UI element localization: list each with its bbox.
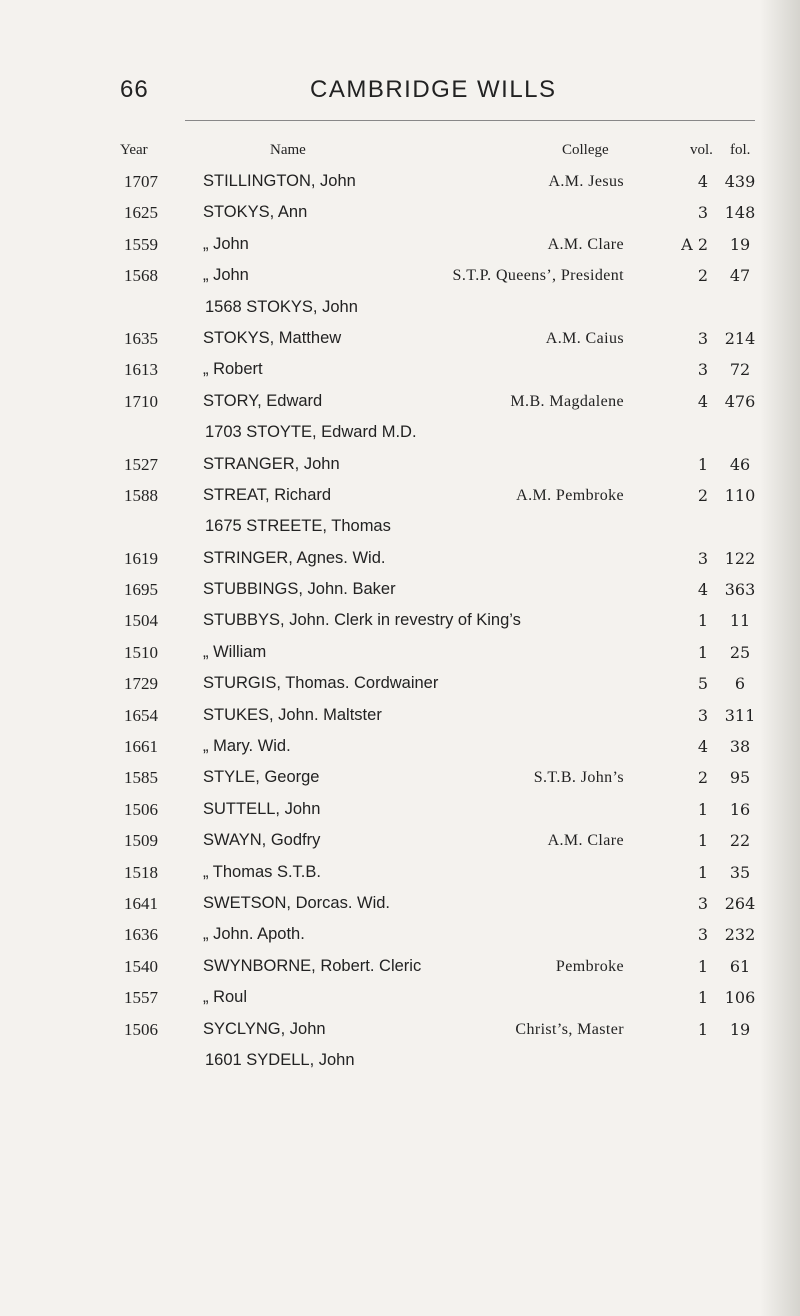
fol-cell: 35	[729, 862, 751, 882]
vol-cell: A 2	[681, 234, 708, 254]
college-cell: A.M. Clare	[547, 235, 624, 253]
name-cell: „ Mary. Wid.	[203, 737, 291, 756]
name-cell: „ John	[203, 234, 249, 253]
year-cell: 1625	[124, 203, 158, 223]
table-row	[0, 449, 800, 480]
fol-cell: 6	[734, 674, 746, 694]
name-cell: STRINGER, Agnes. Wid.	[203, 548, 386, 567]
name-cell: SUTTELL, John	[203, 799, 321, 818]
table-row	[0, 857, 800, 888]
name-cell: STUKES, John. Maltster	[203, 705, 382, 724]
name-cell: STOKYS, Matthew	[203, 328, 342, 347]
fol-cell: 148	[724, 203, 756, 223]
table-row	[0, 951, 800, 982]
cross-reference-row	[0, 292, 800, 323]
name-cell: STRANGER, John	[203, 454, 340, 473]
vol-cell: 4	[697, 737, 708, 757]
name-cell: SYCLYNG, John	[203, 1019, 326, 1038]
name-cell: SWETSON, Dorcas. Wid.	[203, 893, 391, 912]
table-row	[0, 354, 800, 385]
college-cell: A.M. Jesus	[548, 173, 624, 190]
vol-cell: 3	[697, 893, 708, 913]
name-cell: 1703 STOYTE, Edward M.D.	[205, 423, 417, 442]
year-cell: 1506	[124, 799, 158, 819]
college-cell: Christ’s, Master	[515, 1020, 624, 1038]
year-cell: 1707	[124, 172, 158, 191]
table-row	[0, 260, 800, 291]
year-cell: 1729	[124, 674, 158, 694]
vol-cell: 1	[697, 611, 708, 631]
table-row	[0, 323, 800, 354]
fol-cell: 22	[729, 831, 751, 851]
fol-cell: 46	[729, 454, 751, 474]
fol-cell: 38	[729, 737, 751, 757]
vol-cell: 1	[697, 454, 708, 474]
vol-cell: 3	[697, 925, 708, 945]
name-cell: 1568 STOKYS, John	[205, 297, 358, 316]
table-row	[0, 543, 800, 574]
name-cell: STUBBINGS, John. Baker	[203, 580, 396, 599]
vol-cell: 3	[697, 548, 708, 568]
college-cell: A.M. Pembroke	[516, 486, 624, 504]
name-cell: „ John	[203, 266, 249, 285]
name-cell: „ Robert	[203, 360, 263, 379]
fol-cell: 106	[724, 988, 756, 1008]
cross-reference-row	[0, 417, 800, 448]
college-cell: M.B. Magdalene	[510, 392, 624, 410]
name-cell: SWAYN, Godfry	[203, 831, 321, 850]
fol-cell: 72	[729, 360, 751, 380]
table-row	[0, 762, 800, 793]
vol-cell: 1	[697, 988, 708, 1008]
name-cell: STURGIS, Thomas. Cordwainer	[203, 674, 439, 693]
fol-cell: 11	[729, 611, 751, 631]
college-cell: A.M. Caius	[545, 329, 624, 347]
year-cell: 1518	[124, 862, 158, 882]
table-row	[0, 637, 800, 668]
year-cell: 1613	[124, 360, 158, 380]
header-rule	[185, 120, 755, 121]
vol-cell: 4	[697, 391, 708, 411]
vol-cell: 5	[697, 674, 708, 694]
name-cell: STYLE, George	[203, 768, 320, 787]
table-row	[0, 919, 800, 950]
name-cell: „ William	[203, 642, 267, 661]
table-row	[0, 700, 800, 731]
year-cell: 1509	[124, 831, 158, 851]
cross-reference-row	[0, 1045, 800, 1076]
fol-cell: 16	[729, 799, 751, 819]
year-cell: 1559	[124, 234, 158, 254]
fol-cell: 311	[724, 705, 756, 725]
year-cell: 1695	[124, 580, 158, 600]
fol-cell: 19	[729, 1019, 751, 1039]
name-cell: 1601 SYDELL, John	[205, 1050, 355, 1069]
year-cell: 1540	[124, 956, 158, 976]
college-cell: S.T.B. John’s	[533, 769, 624, 787]
fol-cell: 61	[729, 956, 751, 976]
table-row	[0, 197, 800, 228]
vol-cell: 2	[697, 768, 708, 788]
year-cell: 1635	[124, 328, 158, 348]
fol-cell: 264	[724, 893, 756, 913]
vol-cell: 4	[697, 172, 708, 191]
vol-cell: 1	[697, 799, 708, 819]
header-college: College	[562, 142, 609, 158]
table-row	[0, 731, 800, 762]
name-cell: SWYNBORNE, Robert. Cleric	[203, 956, 422, 975]
table-row	[0, 480, 800, 511]
vol-cell: 1	[697, 862, 708, 882]
year-cell: 1641	[124, 893, 158, 913]
vol-cell: 4	[697, 580, 708, 600]
table-row	[0, 605, 800, 636]
year-cell: 1661	[124, 737, 158, 757]
name-cell: 1675 STREETE, Thomas	[205, 517, 391, 536]
wills-table	[0, 166, 800, 1076]
fol-cell: 25	[729, 642, 751, 662]
vol-cell: 3	[697, 203, 708, 223]
table-row	[0, 888, 800, 919]
year-cell: 1557	[124, 988, 158, 1008]
college-cell: Pembroke	[555, 957, 624, 975]
name-cell: STOKYS, Ann	[203, 203, 308, 222]
fol-cell: 214	[724, 328, 756, 348]
vol-cell: 1	[697, 1019, 708, 1039]
header-year: Year	[120, 142, 148, 158]
year-cell: 1654	[124, 705, 158, 725]
table-row	[0, 982, 800, 1013]
cross-reference-row	[0, 511, 800, 542]
vol-cell: 3	[697, 705, 708, 725]
header-vol: vol.	[690, 142, 713, 158]
vol-cell: 1	[697, 642, 708, 662]
fol-cell: 363	[724, 580, 756, 600]
header-name: Name	[270, 142, 306, 158]
college-cell: A.M. Clare	[547, 832, 624, 850]
table-row	[0, 1014, 800, 1045]
college-cell: S.T.P. Queens’, President	[452, 267, 624, 285]
table-row	[0, 825, 800, 856]
year-cell: 1568	[124, 266, 158, 286]
name-cell: „ John. Apoth.	[203, 925, 305, 944]
fol-cell: 19	[729, 234, 751, 254]
fol-cell: 122	[724, 548, 756, 568]
fol-cell: 110	[724, 485, 756, 505]
table-row	[0, 386, 800, 417]
table-row	[0, 574, 800, 605]
name-cell: „ Thomas S.T.B.	[203, 862, 321, 881]
name-cell: STILLINGTON, John	[203, 172, 356, 190]
vol-cell: 3	[697, 360, 708, 380]
vol-cell: 1	[697, 831, 708, 851]
fol-cell: 232	[724, 925, 756, 945]
vol-cell: 3	[697, 328, 708, 348]
name-cell: STUBBYS, John. Clerk in revestry of King’s	[203, 611, 521, 630]
vol-cell: 2	[697, 485, 708, 505]
year-cell: 1506	[124, 1019, 158, 1039]
name-cell: STORY, Edward	[203, 391, 323, 410]
table-row	[0, 166, 800, 197]
year-cell: 1585	[124, 768, 158, 788]
table-row	[0, 668, 800, 699]
year-cell: 1619	[124, 548, 158, 568]
fol-cell: 439	[724, 172, 756, 191]
name-cell: „ Roul	[203, 988, 248, 1007]
vol-cell: 2	[697, 266, 708, 286]
header-fol: fol.	[730, 142, 751, 158]
page-number: 66	[120, 76, 149, 103]
year-cell: 1636	[124, 925, 158, 945]
name-cell: STREAT, Richard	[203, 485, 332, 504]
column-headers	[0, 142, 800, 166]
year-cell: 1527	[124, 454, 158, 474]
vol-cell: 1	[697, 956, 708, 976]
year-cell: 1710	[124, 391, 158, 411]
table-row	[0, 794, 800, 825]
page-title: CAMBRIDGE WILLS	[310, 76, 557, 103]
fol-cell: 95	[729, 768, 751, 788]
fol-cell: 476	[724, 391, 756, 411]
fol-cell: 47	[729, 266, 751, 286]
year-cell: 1510	[124, 642, 158, 662]
table-row	[0, 229, 800, 260]
year-cell: 1504	[124, 611, 158, 631]
year-cell: 1588	[124, 485, 158, 505]
